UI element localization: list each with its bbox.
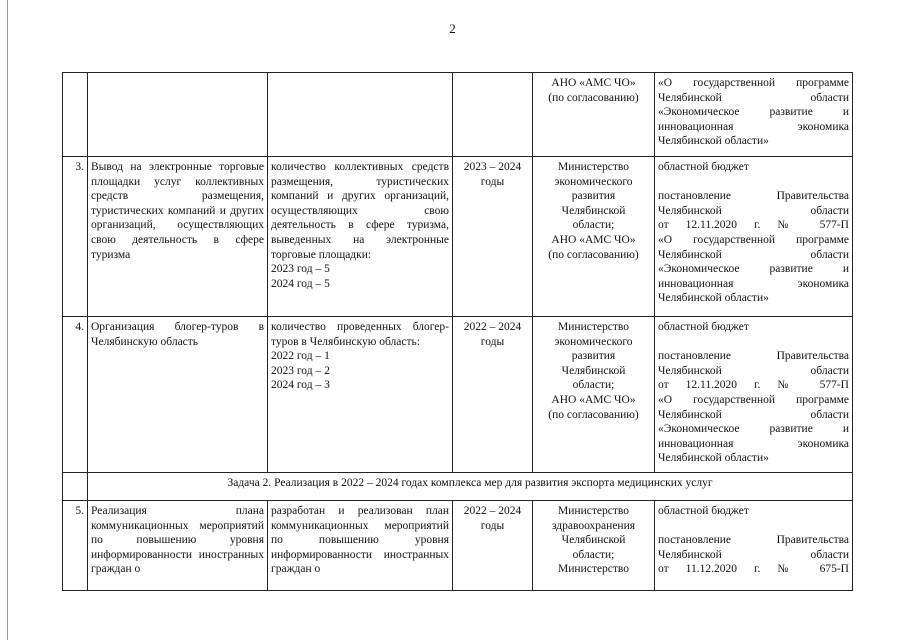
table-row (63, 73, 853, 157)
executor-line: Министерство (558, 321, 629, 333)
funding-line: от 12.11.2020 г. № 577-П (658, 219, 849, 232)
funding-source: областной бюджет (658, 505, 749, 517)
activity-cell: Реализация плана коммуникационных мероприятий по повышению уровня информированности иностранных граждан о (88, 501, 268, 591)
funding-line: постановление Правительства (658, 534, 849, 547)
indicator-text: количество коллективных средств размещения, туристических компаний и других организаций, осуществляющих свою деятельность в сфере туризма, выведенных на электронные торговые площадки: (271, 161, 449, 261)
executor-line: АНО «АМС ЧО» (551, 233, 636, 246)
funding-line: Челябинской области» (658, 135, 769, 148)
executor-line: области; (572, 219, 615, 232)
funding-line: «Экономическое развитие и (658, 423, 849, 436)
period-cell: 2023 – 2024 годы (453, 157, 533, 317)
page-edge-line (7, 0, 8, 640)
funding-line: «О государственной программе (658, 77, 849, 89)
funding-line: «Экономическое развитие и (658, 263, 849, 276)
period-cell (453, 73, 533, 157)
indicator-cell (268, 157, 453, 317)
row-number (63, 73, 88, 157)
funding-line: Челябинской области (658, 91, 849, 104)
funding-line: инновационная экономика (658, 120, 849, 133)
funding-line: постановление Правительства (658, 350, 849, 363)
executor-line: развития (571, 190, 616, 203)
indicator-value: 2023 год – 2 (271, 364, 330, 377)
executor-cell (533, 317, 655, 473)
funding-line: Челябинской области (658, 248, 849, 261)
funding-line: Челябинской области» (658, 452, 769, 465)
funding-line: Челябинской области (658, 204, 849, 217)
activity-cell: Вывод на электронные торговые площадки услуг коллективных средств размещения, туристических компаний и других организаций, осуществляющих свою деятельность в сфере туризма (88, 157, 268, 317)
executor-line: (по согласованию) (548, 248, 639, 261)
funding-line: «О государственной программе (658, 393, 849, 406)
period-cell: 2022 – 2024 годы (453, 317, 533, 473)
period-cell: 2022 – 2024 годы (453, 501, 533, 591)
funding-source: областной бюджет (658, 321, 749, 333)
table-row (63, 317, 853, 473)
funding-line: Челябинской области» (658, 292, 769, 305)
funding-source: областной бюджет (658, 161, 749, 173)
executor-line: Министерство (558, 505, 629, 517)
row-number: 5. (63, 501, 88, 591)
indicator-cell: разработан и реализован план коммуникационных мероприятий по повышению уровня информированности иностранных граждан о (268, 501, 453, 591)
executor-cell (533, 73, 655, 157)
funding-line: постановление Правительства (658, 190, 849, 203)
activity-cell: Организация блогер-туров в Челябинскую область (88, 317, 268, 473)
executor-line: Челябинской (561, 204, 626, 217)
measures-table (62, 72, 853, 591)
indicator-value: 2023 год – 5 (271, 263, 330, 276)
indicator-value: 2024 год – 5 (271, 277, 330, 290)
executor-line: АНО «АМС ЧО» (551, 393, 636, 406)
funding-cell (655, 157, 853, 317)
executor-line: области; (572, 379, 615, 392)
executor-cell (533, 157, 655, 317)
funding-line: инновационная экономика (658, 437, 849, 450)
funding-line: от 11.12.2020 г. № 675-П (658, 563, 849, 576)
funding-cell (655, 501, 853, 591)
executor-line: развития (571, 350, 616, 363)
indicator-value: 2024 год – 3 (271, 379, 330, 392)
activity-cell (88, 73, 268, 157)
executor-line: области; (572, 548, 615, 561)
executor-line: (по согласованию) (548, 91, 639, 104)
executor-line: Министерство (558, 161, 629, 173)
indicator-cell (268, 73, 453, 157)
executor-line: Челябинской (561, 364, 626, 377)
row-number: 4. (63, 317, 88, 473)
executor-line: Челябинской (561, 534, 626, 547)
executor-line: экономического (554, 335, 633, 348)
executor-cell (533, 501, 655, 591)
funding-line: Челябинской области (658, 548, 849, 561)
indicator-value: 2022 год – 1 (271, 350, 330, 363)
funding-line: «О государственной программе (658, 233, 849, 246)
funding-cell (655, 73, 853, 157)
funding-line: Челябинской области (658, 364, 849, 377)
executor-line: экономического (554, 175, 633, 188)
row-number: 3. (63, 157, 88, 317)
task-row (63, 473, 853, 501)
executor-line: (по согласованию) (548, 408, 639, 421)
funding-line: «Экономическое развитие и (658, 106, 849, 119)
table-row (63, 501, 853, 591)
funding-cell (655, 317, 853, 473)
funding-line: инновационная экономика (658, 277, 849, 290)
task-heading: Задача 2. Реализация в 2022 – 2024 годах комплекса мер для развития экспорта медицинских услуг (88, 473, 853, 501)
page-number: 2 (449, 21, 456, 36)
funding-line: от 12.11.2020 г. № 577-П (658, 379, 849, 392)
funding-line: Челябинской области (658, 408, 849, 421)
executor-line: АНО «АМС ЧО» (551, 77, 636, 89)
table-row (63, 157, 853, 317)
indicator-cell (268, 317, 453, 473)
indicator-text: количество проведенных блогер-туров в Челябинскую область: (271, 321, 449, 348)
executor-line: Министерство (558, 563, 629, 576)
executor-line: здравоохранения (551, 519, 636, 532)
